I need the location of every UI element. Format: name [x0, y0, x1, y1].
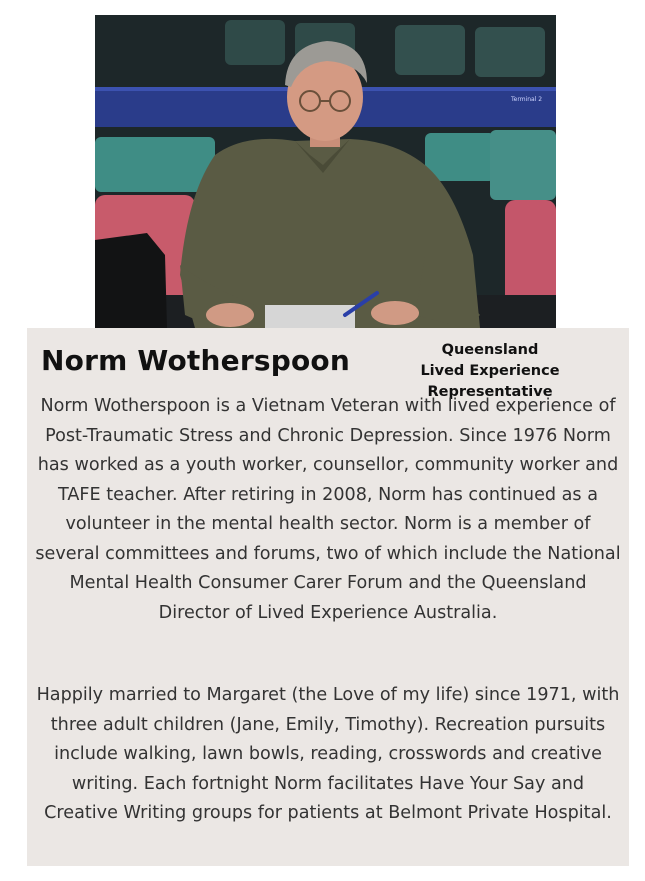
- profile-region: Queensland: [441, 342, 539, 358]
- terminal-sign-text: Terminal 2: [511, 96, 543, 103]
- bio-paragraph-1: Norm Wotherspoon is a Vietnam Veteran with lived experience of Post-Traumatic Stress and Chronic Depression. Since 1976 Norm has worked as a youth worker, counsellor, community worker and TAFE teacher. After retiring in 2008, Norm has continued as a volunteer in the mental health sector. Norm is a member of several committees and forums, two of which include the National Mental Health Consumer Carer Forum and the Queensland Director of Lived Experience Australia.: [35, 396, 621, 623]
- bio-paragraph-2: Happily married to Margaret (the Love of my life) since 1971, with three adult children (Jane, Emily, Timothy). Recreation pursuits include walking, lawn bowls, reading, crosswords and creative writing. Each fortnight Norm facilitates Have Your Say and Creative Writing groups for patients at Belmont Private Hospital.: [36, 685, 620, 823]
- profile-card: [27, 328, 629, 866]
- profile-photo: [95, 15, 556, 328]
- profile-name: Norm Wotherspoon: [41, 344, 350, 377]
- profile-role-title: Lived Experience Representative: [420, 363, 560, 400]
